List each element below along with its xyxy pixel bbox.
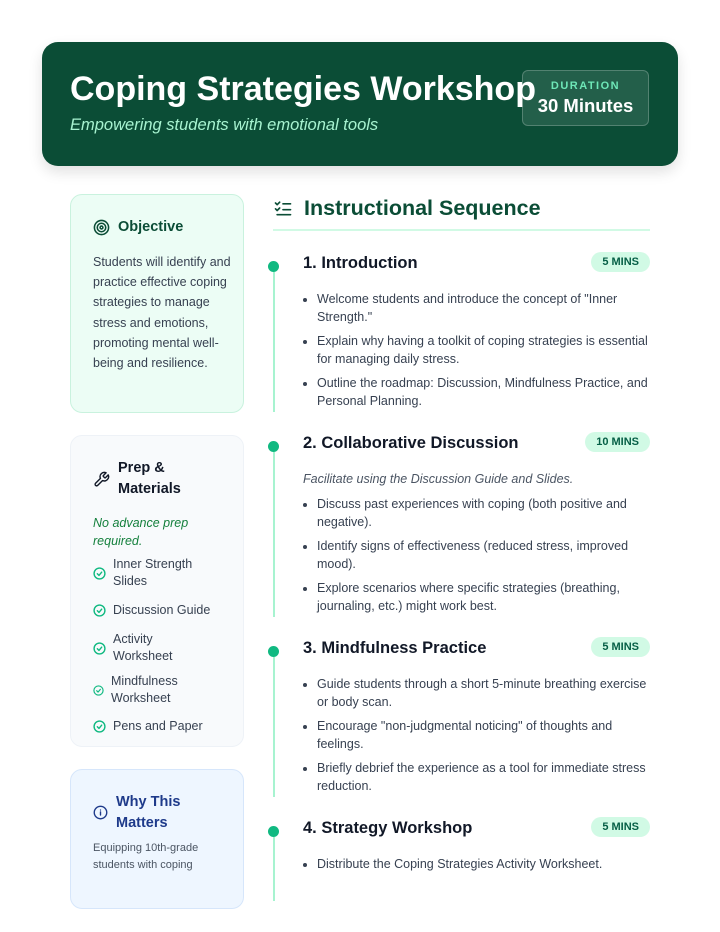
list-item — [93, 714, 243, 739]
material-label: Activity Worksheet — [113, 631, 173, 663]
material-label: Mindfulness Worksheet — [111, 673, 178, 705]
check-circle-icon — [93, 720, 106, 733]
list-item: • Identify signs of effectiveness (reduced stress, improved mood). — [317, 538, 652, 573]
checklist-icon — [273, 198, 293, 218]
why-text: Equipping 10th-grade students with coping — [93, 842, 199, 871]
page-title: Coping Strategies Workshop — [70, 70, 536, 108]
list-item: • Explain why having a toolkit of coping strategies is essential for managing daily stress. — [317, 333, 652, 368]
list-item — [93, 598, 243, 623]
prep-note: No advance prep required. — [93, 516, 189, 548]
wrench-icon — [93, 471, 110, 488]
list-item: • Briefly debrief the experience as a tool for immediate stress reduction. — [317, 760, 652, 795]
time-badge: 10 MINS — [585, 432, 650, 452]
list-item: • Guide students through a short 5-minute breathing exercise or body scan. — [317, 676, 652, 711]
timeline-dot — [268, 826, 279, 837]
material-label: Inner Strength Slides — [113, 556, 193, 588]
check-circle-icon — [93, 604, 106, 617]
list-item: • Encourage "non-judgmental noticing" of thoughts and feelings. — [317, 718, 652, 753]
list-item — [93, 673, 243, 707]
objective-card — [70, 194, 244, 413]
list-item: • Outline the roadmap: Discussion, Mindfulness Practice, and Personal Planning. — [317, 375, 652, 410]
sequence-header — [273, 195, 650, 231]
step-bullets — [317, 496, 652, 622]
check-circle-icon — [93, 685, 104, 696]
material-label: Pens and Paper — [113, 718, 203, 733]
prep-header — [93, 458, 198, 500]
time-badge: 5 MINS — [591, 817, 650, 837]
step-title: 3. Mindfulness Practice — [303, 639, 487, 657]
info-icon — [93, 805, 108, 820]
check-circle-icon — [93, 642, 106, 655]
step-title: 1. Introduction — [303, 254, 418, 272]
target-icon — [93, 219, 110, 236]
objective-title: Objective — [118, 219, 184, 235]
header-banner — [42, 42, 678, 166]
timeline-dot — [268, 261, 279, 272]
list-item — [93, 556, 243, 590]
list-item: • Welcome students and introduce the concept of "Inner Strength." — [317, 291, 652, 326]
page-subtitle: Empowering students with emotional tools — [70, 116, 379, 134]
step-bullets — [317, 856, 652, 881]
prep-title: Prep & Materials — [118, 460, 181, 497]
list-item: • Explore scenarios where specific strategies (breathing, journaling, etc.) might work best. — [317, 580, 652, 615]
step-title: 4. Strategy Workshop — [303, 819, 473, 837]
why-title: Why This Matters — [116, 794, 181, 831]
prep-materials-card — [70, 435, 244, 747]
material-label: Discussion Guide — [113, 602, 211, 617]
materials-list — [93, 556, 243, 739]
check-circle-icon — [93, 567, 106, 580]
timeline-line — [273, 837, 275, 901]
step-title: 2. Collaborative Discussion — [303, 434, 519, 452]
timeline-line — [273, 657, 275, 797]
duration-label: DURATION — [550, 80, 621, 92]
timeline-line — [273, 272, 275, 412]
sequence-title: Instructional Sequence — [304, 196, 541, 220]
step-bullets — [317, 676, 652, 802]
time-badge: 5 MINS — [591, 252, 650, 272]
why-this-matters-card — [70, 769, 244, 909]
list-item — [93, 631, 243, 665]
objective-header — [93, 217, 183, 238]
timeline-dot — [268, 441, 279, 452]
objective-text: Students will identify and practice effective coping strategies to manage stress and emotions, promoting mental well-being and resilience. — [93, 255, 231, 371]
time-badge: 5 MINS — [591, 637, 650, 657]
step-bullets — [317, 291, 652, 417]
why-header — [93, 792, 206, 834]
step-intro: Facilitate using the Discussion Guide and Slides. — [303, 472, 574, 486]
timeline-line — [273, 452, 275, 617]
list-item: • Distribute the Coping Strategies Activity Worksheet. — [317, 856, 652, 874]
timeline-dot — [268, 646, 279, 657]
duration-value: 30 Minutes — [537, 95, 634, 116]
list-item: • Discuss past experiences with coping (both positive and negative). — [317, 496, 652, 531]
duration-box — [522, 70, 649, 126]
